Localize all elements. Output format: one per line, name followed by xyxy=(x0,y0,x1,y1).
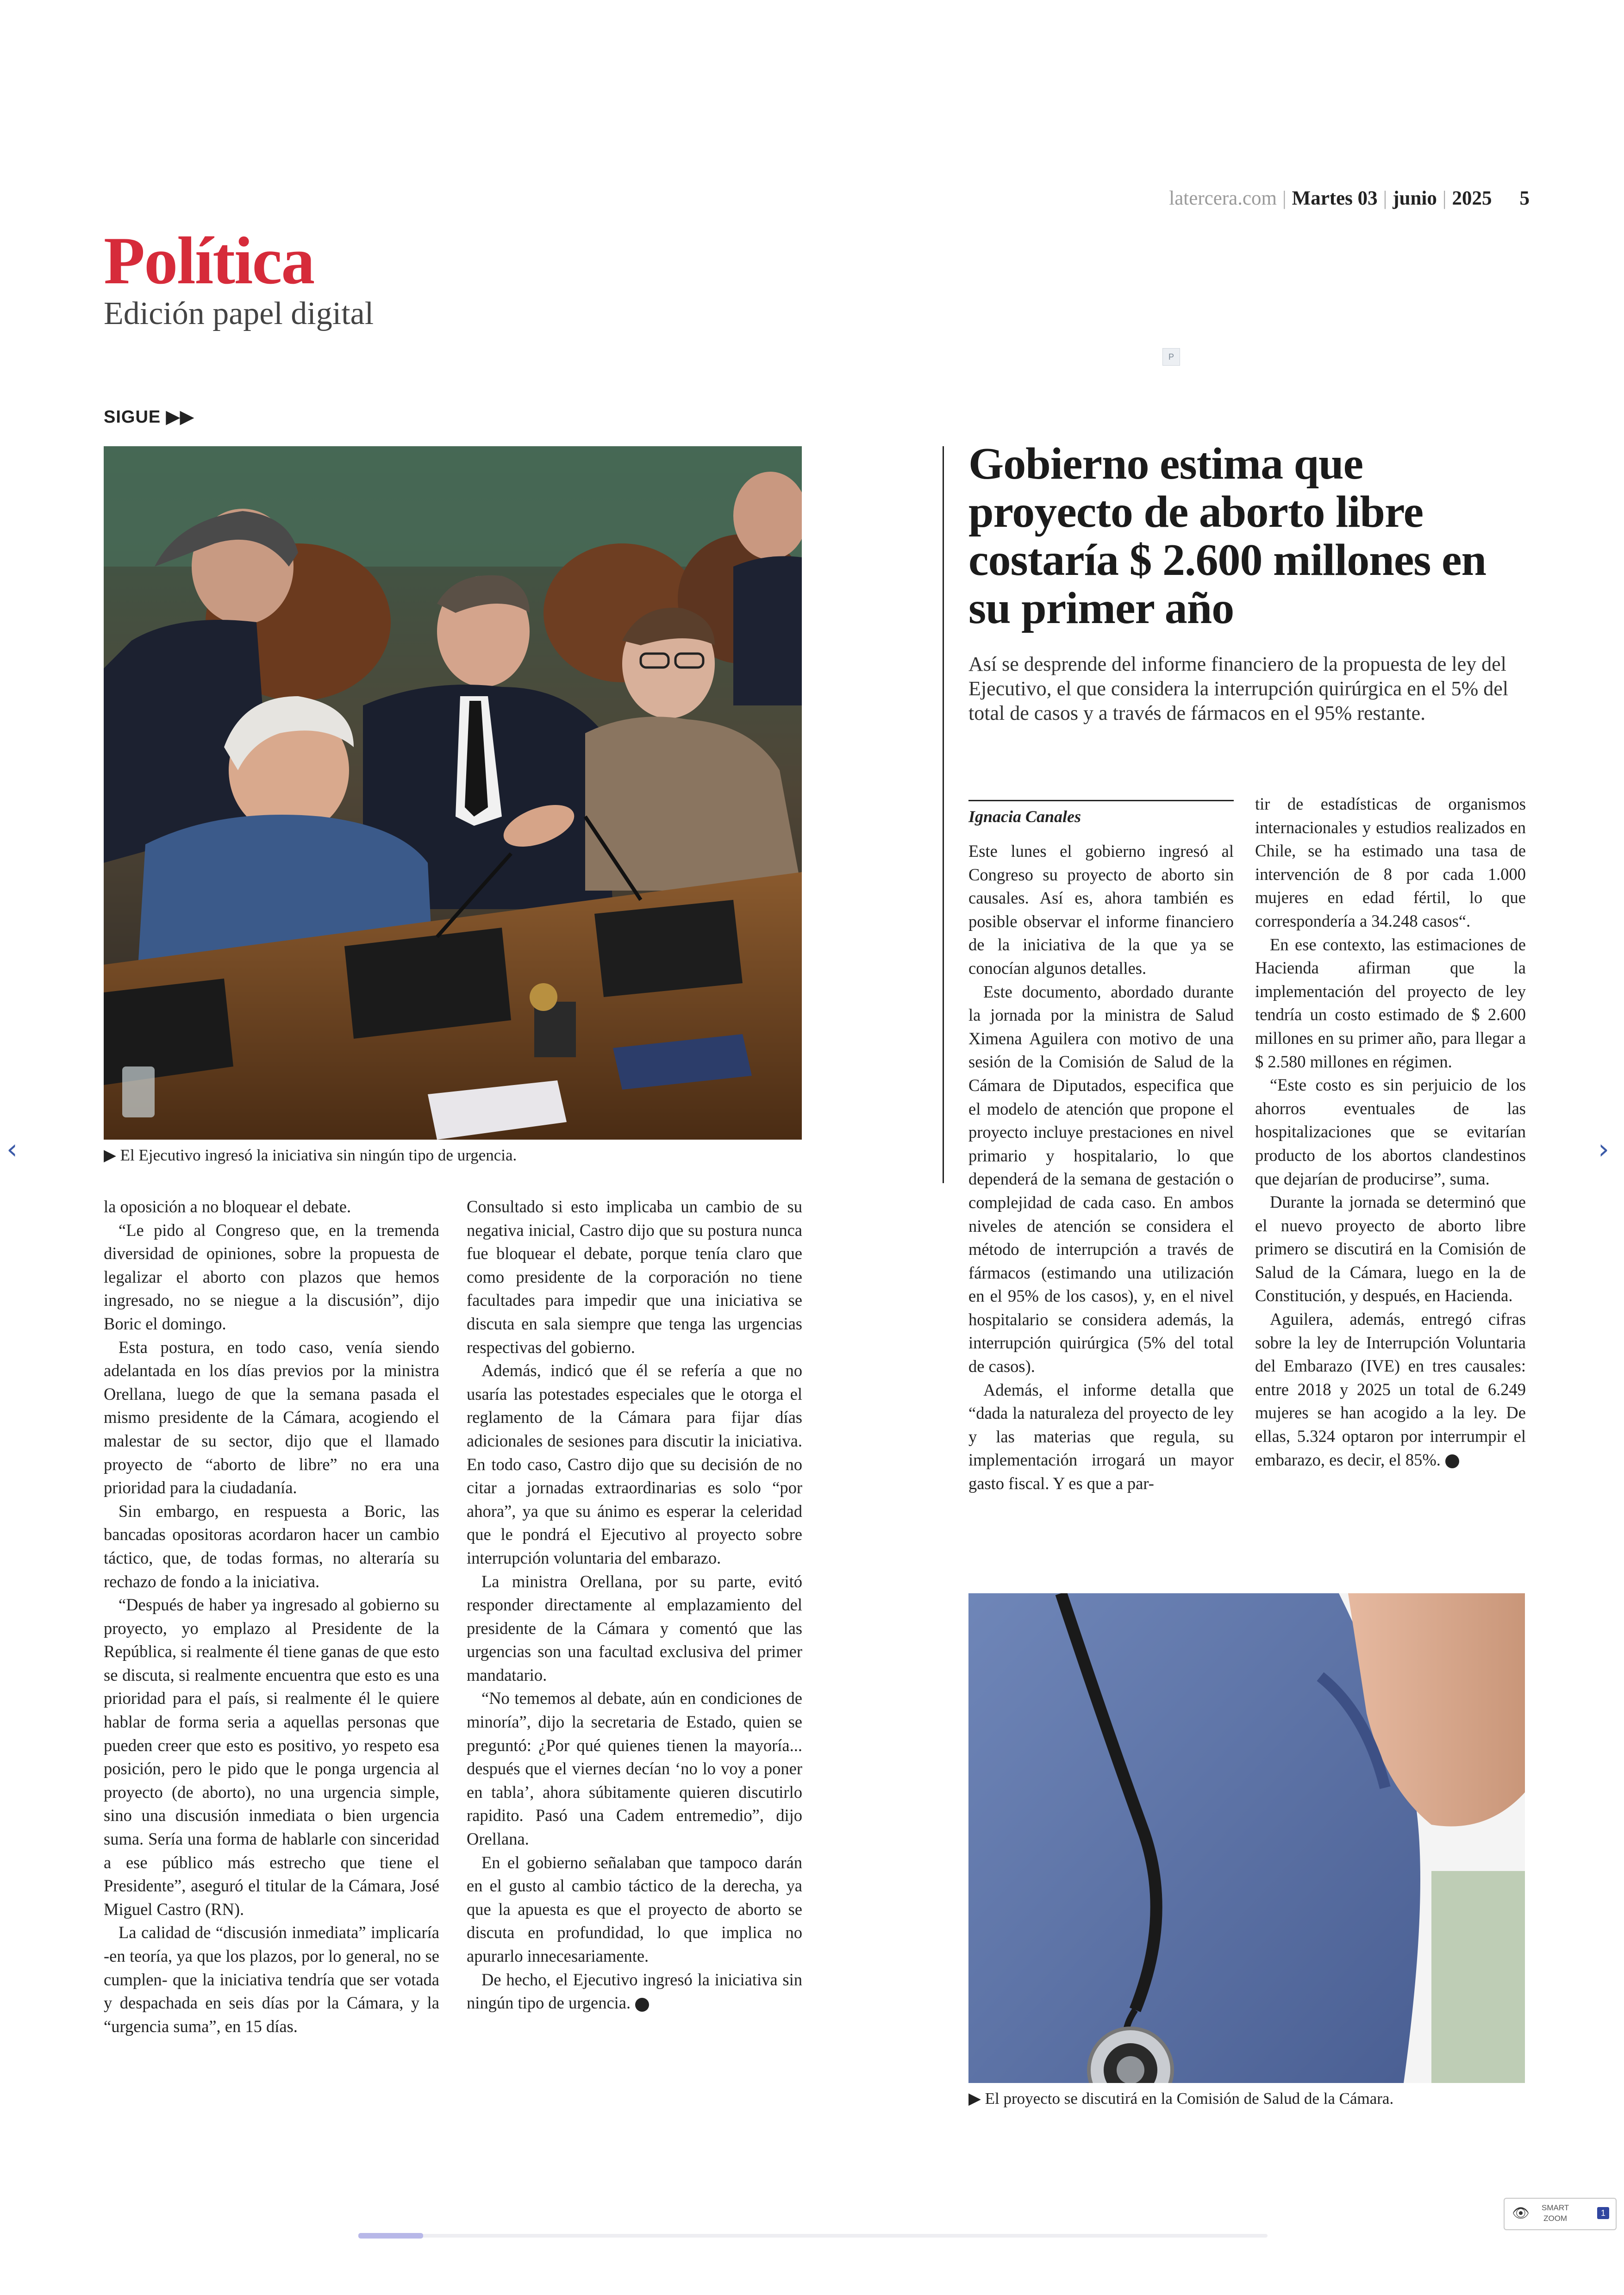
paragraph: “Le pido al Congreso que, en la tremenda diversidad de opiniones, sobre la propuesta de legalizar el aborto con plazos que hemos ingresado, no se niegue a la discusión”, dijo Boric el domingo. xyxy=(104,1220,439,1333)
end-mark-icon xyxy=(635,1998,649,2012)
smart-zoom-button[interactable] xyxy=(1504,2198,1617,2230)
page-marker-icon[interactable]: P xyxy=(1162,348,1180,366)
paragraph: Además, el informe detalla que “dada la naturaleza del proyecto de ley y las materias que regula, su implementación irrogará un mayor gasto fiscal. Y es que a par- xyxy=(968,1380,1234,1493)
continued-column-1 xyxy=(104,1195,439,2038)
previous-page-chevron-icon[interactable]: ‹ xyxy=(6,1133,18,1166)
paragraph: Este documento, abordado durante la jornada por la ministra de Salud Ximena Aguilera con motivo de una sesión de la Comisión de Salud de la Cámara de Diputados, especifica que el modelo de atención que propone el proyecto incluye prestaciones en nivel primario y hospitalario, lo que dependerá de la semana de gestación o complejidad de cada caso. En ambos niveles de atención se considera el método de interrupción a través de fármacos (estimando una utilización en el 95% de los casos), y, en el nivel hospitalario se considera además, la interrupción quirúrgica (5% del total de casos). xyxy=(968,982,1234,1376)
article-column-2 xyxy=(1255,792,1526,1472)
masthead: latercera.com | Martes 03 | junio | 2025 5 xyxy=(1169,187,1530,209)
photo2-caption: ▶ El proyecto se discutirá en la Comisión de Salud de la Cámara. xyxy=(968,2089,1394,2108)
article-headline: Gobierno estima que proyecto de aborto libre costaría $ 2.600 millones en su primer año xyxy=(968,439,1486,633)
paragraph xyxy=(1255,1308,1526,1472)
stethoscope-photo xyxy=(968,1593,1525,2083)
continued-column-2 xyxy=(467,1195,802,2015)
paragraph: tir de estadísticas de organismos internacionales y estudios realizados en Chile, se ha estimado una tasa de intervención de 8 por cada 1.000 mujeres en edad fértil, lo que correspondería a 34.248 casos“. xyxy=(1255,794,1526,930)
article-byline: Ignacia Canales xyxy=(968,800,1234,826)
paragraph: “No tememos al debate, aún en condiciones de minoría”, dijo la secretaria de Estado, quien se preguntó: ¿Por qué quienes tienen la mayoría... después que el viernes decían ‘no lo voy a poner en tabla’, ahora súbitamente quieren discutirlo rapidito. Pasó una Cadem entremedio”, dijo Orellana. xyxy=(467,1689,802,1849)
photo1-caption: ▶ El Ejecutivo ingresó la iniciativa sin ningún tipo de urgencia. xyxy=(104,1146,517,1164)
paragraph: “Este costo es sin perjuicio de los ahorros eventuales de las hospitalizaciones que se evitarían producto de los abortos clandestinos que dejarían de producirse”, suma. xyxy=(1255,1075,1526,1188)
edition-subtitle: Edición papel digital xyxy=(104,296,374,331)
paragraph-text: Aguilera, además, entregó cifras sobre la ley de Interrupción Voluntaria del Embarazo (IVE) en tres causales: entre 2018 y 2025 un total de 6.249 mujeres se han acogido a la ley. De ellas, 5.324 optaron por interrumpir el embarazo, es decir, el 85%. xyxy=(1255,1310,1526,1469)
paragraph: En el gobierno señalaban que tampoco darán en el gusto al cambio táctico de la derecha, ya que la apuesta es que el proyecto de aborto se discuta en profundidad, lo que implica no apurarlo innecesariamente. xyxy=(467,1852,802,1965)
section-title: Política xyxy=(104,223,314,298)
next-page-chevron-icon[interactable]: › xyxy=(1598,1133,1609,1166)
masthead-weekday: Martes 03 xyxy=(1292,187,1378,209)
site-link[interactable]: latercera.com xyxy=(1169,187,1277,209)
page-number: 5 xyxy=(1519,187,1530,209)
paragraph: Esta postura, en todo caso, venía siendo adelantada en los días previos por la ministra Orellana, luego de que la semana pasada el mismo presidente de la Cámara, acogiendo el malestar de su sector, dijo que el llamado proyecto de “aborto de libre” no era una prioridad para la ciudadanía. xyxy=(104,1337,439,1497)
column-divider xyxy=(943,446,944,1183)
sigue-label: SIGUE ▶▶ xyxy=(104,407,194,427)
paragraph: Este lunes el gobierno ingresó al Congreso su proyecto de aborto sin causales. Así es, ahora también es posible observar el informe financiero de la iniciativa de la que ya se conocían algunos detalles. xyxy=(968,842,1234,978)
zoom-label-line1: SMART xyxy=(1542,2203,1569,2212)
paragraph xyxy=(467,1968,802,2015)
zoom-label-line2: ZOOM xyxy=(1543,2214,1568,2223)
paragraph: “Después de haber ya ingresado al gobierno su proyecto, yo emplazo al Presidente de la República, si realmente él tiene ganas de que esto se discuta, si realmente encuentra que esto es una prioridad para el país, si realmente él le quiere hablar de forma seria a aquellas personas que pueden creer que esto es positivo, yo respeto esa posición, pero le pido que le ponga urgencia al proyecto (de aborto), no una urgencia simple, sino una discusión inmediata o bien urgencia suma. Sería una forma de hablarle con sinceridad a ese público más estrecho que tiene el Presidente”, aseguró el titular de la Cámara, José Miguel Castro (RN). xyxy=(104,1595,439,1919)
paragraph: la oposición a no bloquear el debate. xyxy=(104,1197,351,1216)
masthead-year: 2025 xyxy=(1452,187,1492,209)
paragraph: La calidad de “discusión inmediata” implicaría -en teoría, ya que los plazos, por lo general, no se cumplen- que la iniciativa tendría que ser votada y despachada en seis días por la Cámara, y la “urgencia suma”, en 15 días. xyxy=(104,1923,439,2036)
zoom-badge: 1 xyxy=(1597,2207,1609,2219)
end-mark-icon xyxy=(1445,1454,1459,1468)
scrollbar-thumb[interactable] xyxy=(358,2233,423,2239)
parliament-photo xyxy=(104,446,802,1140)
paragraph: Además, indicó que él se refería a que no usaría las potestades especiales que le otorga el reglamento de la Cámara para fijar días adicionales de sesiones para discutir la iniciativa. En todo caso, Castro dijo que su decisión de no citar a jornadas extraordinarias es solo “por ahora”, ya que su ánimo es esperar la celeridad que le pondrá el Ejecutivo al proyecto sobre interrupción voluntaria del embarazo. xyxy=(467,1361,802,1567)
page-scrollbar[interactable] xyxy=(358,2234,1268,2238)
paragraph: Sin embargo, en respuesta a Boric, las bancadas opositoras acordaron hacer un cambio táctico, que, de todas formas, no alteraría su rechazo de fondo a la iniciativa. xyxy=(104,1501,439,1591)
paragraph: Durante la jornada se determinó que el nuevo proyecto de aborto libre primero se discutirá en la Comisión de Salud de la Cámara, luego en la de Constitución, y después, en Hacienda. xyxy=(1255,1192,1526,1305)
article-dek: Así se desprende del informe financiero de la propuesta de ley del Ejecutivo, el que considera la interrupción quirúrgica en el 5% del total de casos y a través de fármacos en el 95% restante. xyxy=(968,653,1508,724)
paragraph: En ese contexto, las estimaciones de Hacienda afirman que la implementación del proyecto de ley tendría un costo estimado de $ 2.600 millones en su primer año, para llegar a $ 2.580 millones en régimen. xyxy=(1255,935,1526,1071)
eye-icon: 👁 xyxy=(1512,2206,1530,2221)
masthead-month: junio xyxy=(1393,187,1437,209)
paragraph-text: De hecho, el Ejecutivo ingresó la iniciativa sin ningún tipo de urgencia. xyxy=(467,1970,802,2013)
paragraph: Consultado si esto implicaba un cambio de su negativa inicial, Castro dijo que su postura nunca fue bloquear el debate, porque tenía claro que como presidente de la corporación no tiene facultades para impedir que una iniciativa se discuta en sala siempre que tenga las urgencias respectivas del gobierno. xyxy=(467,1197,802,1357)
paragraph: La ministra Orellana, por su parte, evitó responder directamente al emplazamiento del presidente de la Cámara y comentó que las urgencias son una facultad exclusiva del primer mandatario. xyxy=(467,1572,802,1684)
article-column-1 xyxy=(968,840,1234,1496)
